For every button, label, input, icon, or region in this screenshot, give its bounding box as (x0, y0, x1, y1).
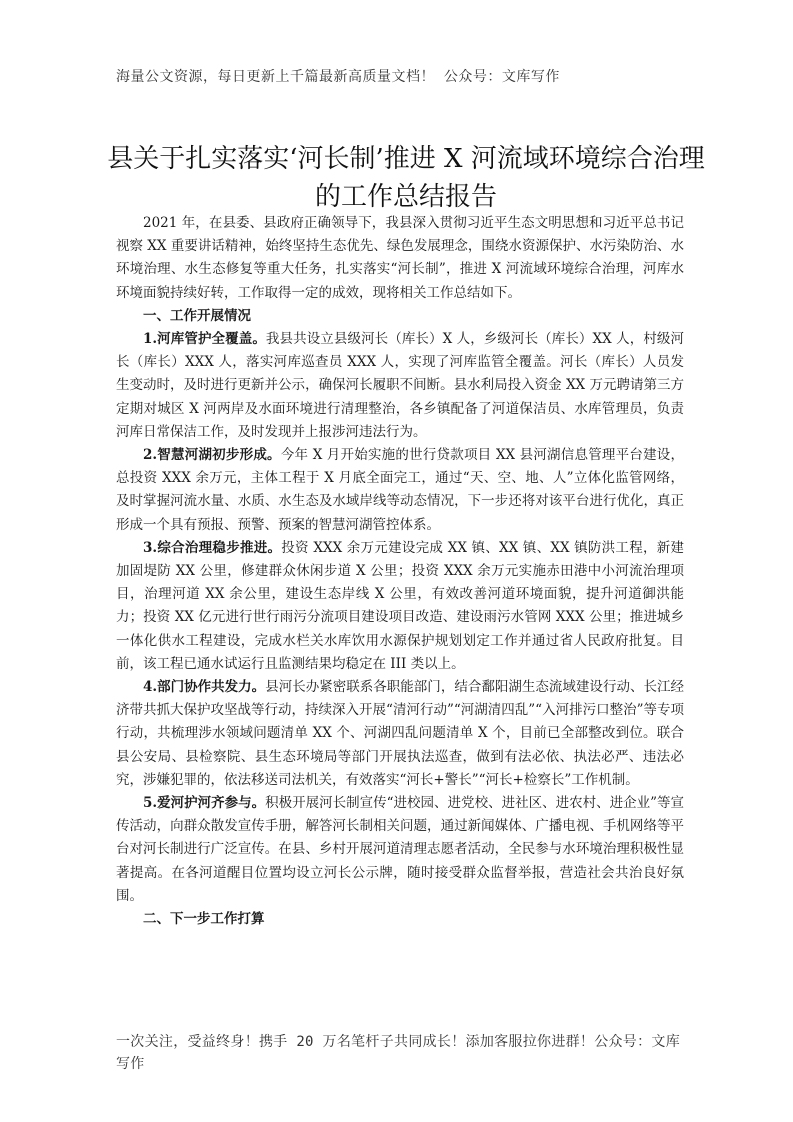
header-banner: 海量公文资源，每日更新上千篇最新高质量文档！ 公众号：文库写作 (116, 69, 560, 85)
item-paragraph-3 (116, 537, 684, 676)
item-paragraph-5 (116, 792, 684, 908)
item-lead: 5.爱河护河齐参与。 (143, 795, 266, 812)
document-title: 县关于扎实落实‘河长制’推进 X 河流域环境综合治理的工作总结报告 (107, 144, 705, 212)
document-body (116, 212, 684, 931)
section-heading-2: 二、下一步工作打算 (143, 911, 265, 928)
item-paragraph-4 (116, 676, 684, 792)
footer-banner: 一次关注，受益终身！携手 20 万名笔杆子共同成长！添加客服拉你进群！公众号：文库写作 (116, 1034, 681, 1072)
item-lead: 3.综合治理稳步推进。 (143, 539, 282, 556)
item-paragraph-2 (116, 444, 684, 537)
intro-paragraph: 2021 年，在县委、县政府正确领导下，我县深入贯彻习近平生态文明思想和习近平总书记视察 XX 重要讲话精神，始终坚持生态优先、绿色发展理念，围绕水资源保护、水污染防治、水环境治理、水生态修复等重大任务，扎实落实“河长制”，推进 X 河流域环境综合治理，河库水环境面貌持续好转，工作取得一定的成效，现将相关工作总结如下。 (116, 215, 684, 301)
item-lead: 2.智慧河湖初步形成。 (143, 447, 281, 464)
item-text: 县河长办紧密联系各职能部门，结合鄱阳湖生态流域建设行动、长江经济带共抓大保护攻坚战等行动，持续深入开展“清河行动”“河湖清四乱”“入河排污口整治”等专项行动，共梳理涉水领域问题清单 XX 个、河湖四乱问题清单 X 个，目前已全部整改到位。联合县公安局、县检察院、县生态环境局等部门开展执法巡查，做到有法必依、执法必严、违法必究，涉嫌犯罪的，依法移送司法机关，有效落实“河长+警长”“河长+检察长”工作机制。 (116, 679, 684, 788)
item-text: 积极开展河长制宣传“进校园、进党校、进社区、进农村、进企业”等宣传活动，向群众散发宣传手册，解答河长制相关问题，通过新闻媒体、广播电视、手机网络等平台对河长制进行广泛宣传。在县、乡村开展河道清理志愿者活动，全民参与水环境治理积极性显著提高。在各河道醒目位置均设立河长公示牌，随时接受群众监督举报，营造社会共治良好氛围。 (116, 795, 685, 904)
item-paragraph-1 (116, 328, 684, 444)
item-lead: 1.河库管护全覆盖。 (143, 331, 266, 348)
section-heading-1: 一、工作开展情况 (143, 307, 251, 324)
item-text: 我县共设立县级河长（库长）X 人，乡级河长（库长）XX 人，村级河长（库长）XXX 人，落实河库巡查员 XXX 人，实现了河库监管全覆盖。河长（库长）人员发生变动时，及时进行更新并公示，确保河长履职不间断。县水利局投入资金 XX 万元聘请第三方定期对城区 X 河两岸及水面环境进行清理整治，各乡镇配备了河道保洁员、水库管理员，负责河库日常保洁工作，及时发现并上报涉河违法行为。 (116, 331, 684, 440)
item-text: 今年 X 月开始实施的世行贷款项目 XX 县河湖信息管理平台建设，总投资 XXX 余万元，主体工程于 X 月底全面完工，通过“天、空、地、人”立体化监管网络，及时掌握河流水量、水质、水生态及水域岸线等动态情况，下一步还将对该平台进行优化，真正形成一个具有预报、预警、预案的智慧河湖管控体系。 (116, 447, 684, 533)
item-lead: 4.部门协作共发力。 (143, 679, 266, 696)
item-text: 投资 XXX 余万元建设完成 XX 镇、XX 镇、XX 镇防洪工程，新建加固堤防 XX 公里，修建群众休闲步道 X 公里；投资 XXX 余万元实施赤田港中小河流治理项目，治理河道 XX 余公里，建设生态岸线 X 公里，有效改善河道环境面貌，提升河道御洪能力；投资 XX 亿元进行世行雨污分流项目建设项目改造、建设雨污水管网 XXX 公里；推进城乡一体化供水工程建设，完成水栏关水库饮用水源保护规划划定工作并通过省人民政府批复。目前，该工程已通水试运行且监测结果均稳定在 III 类以上。 (116, 539, 684, 672)
